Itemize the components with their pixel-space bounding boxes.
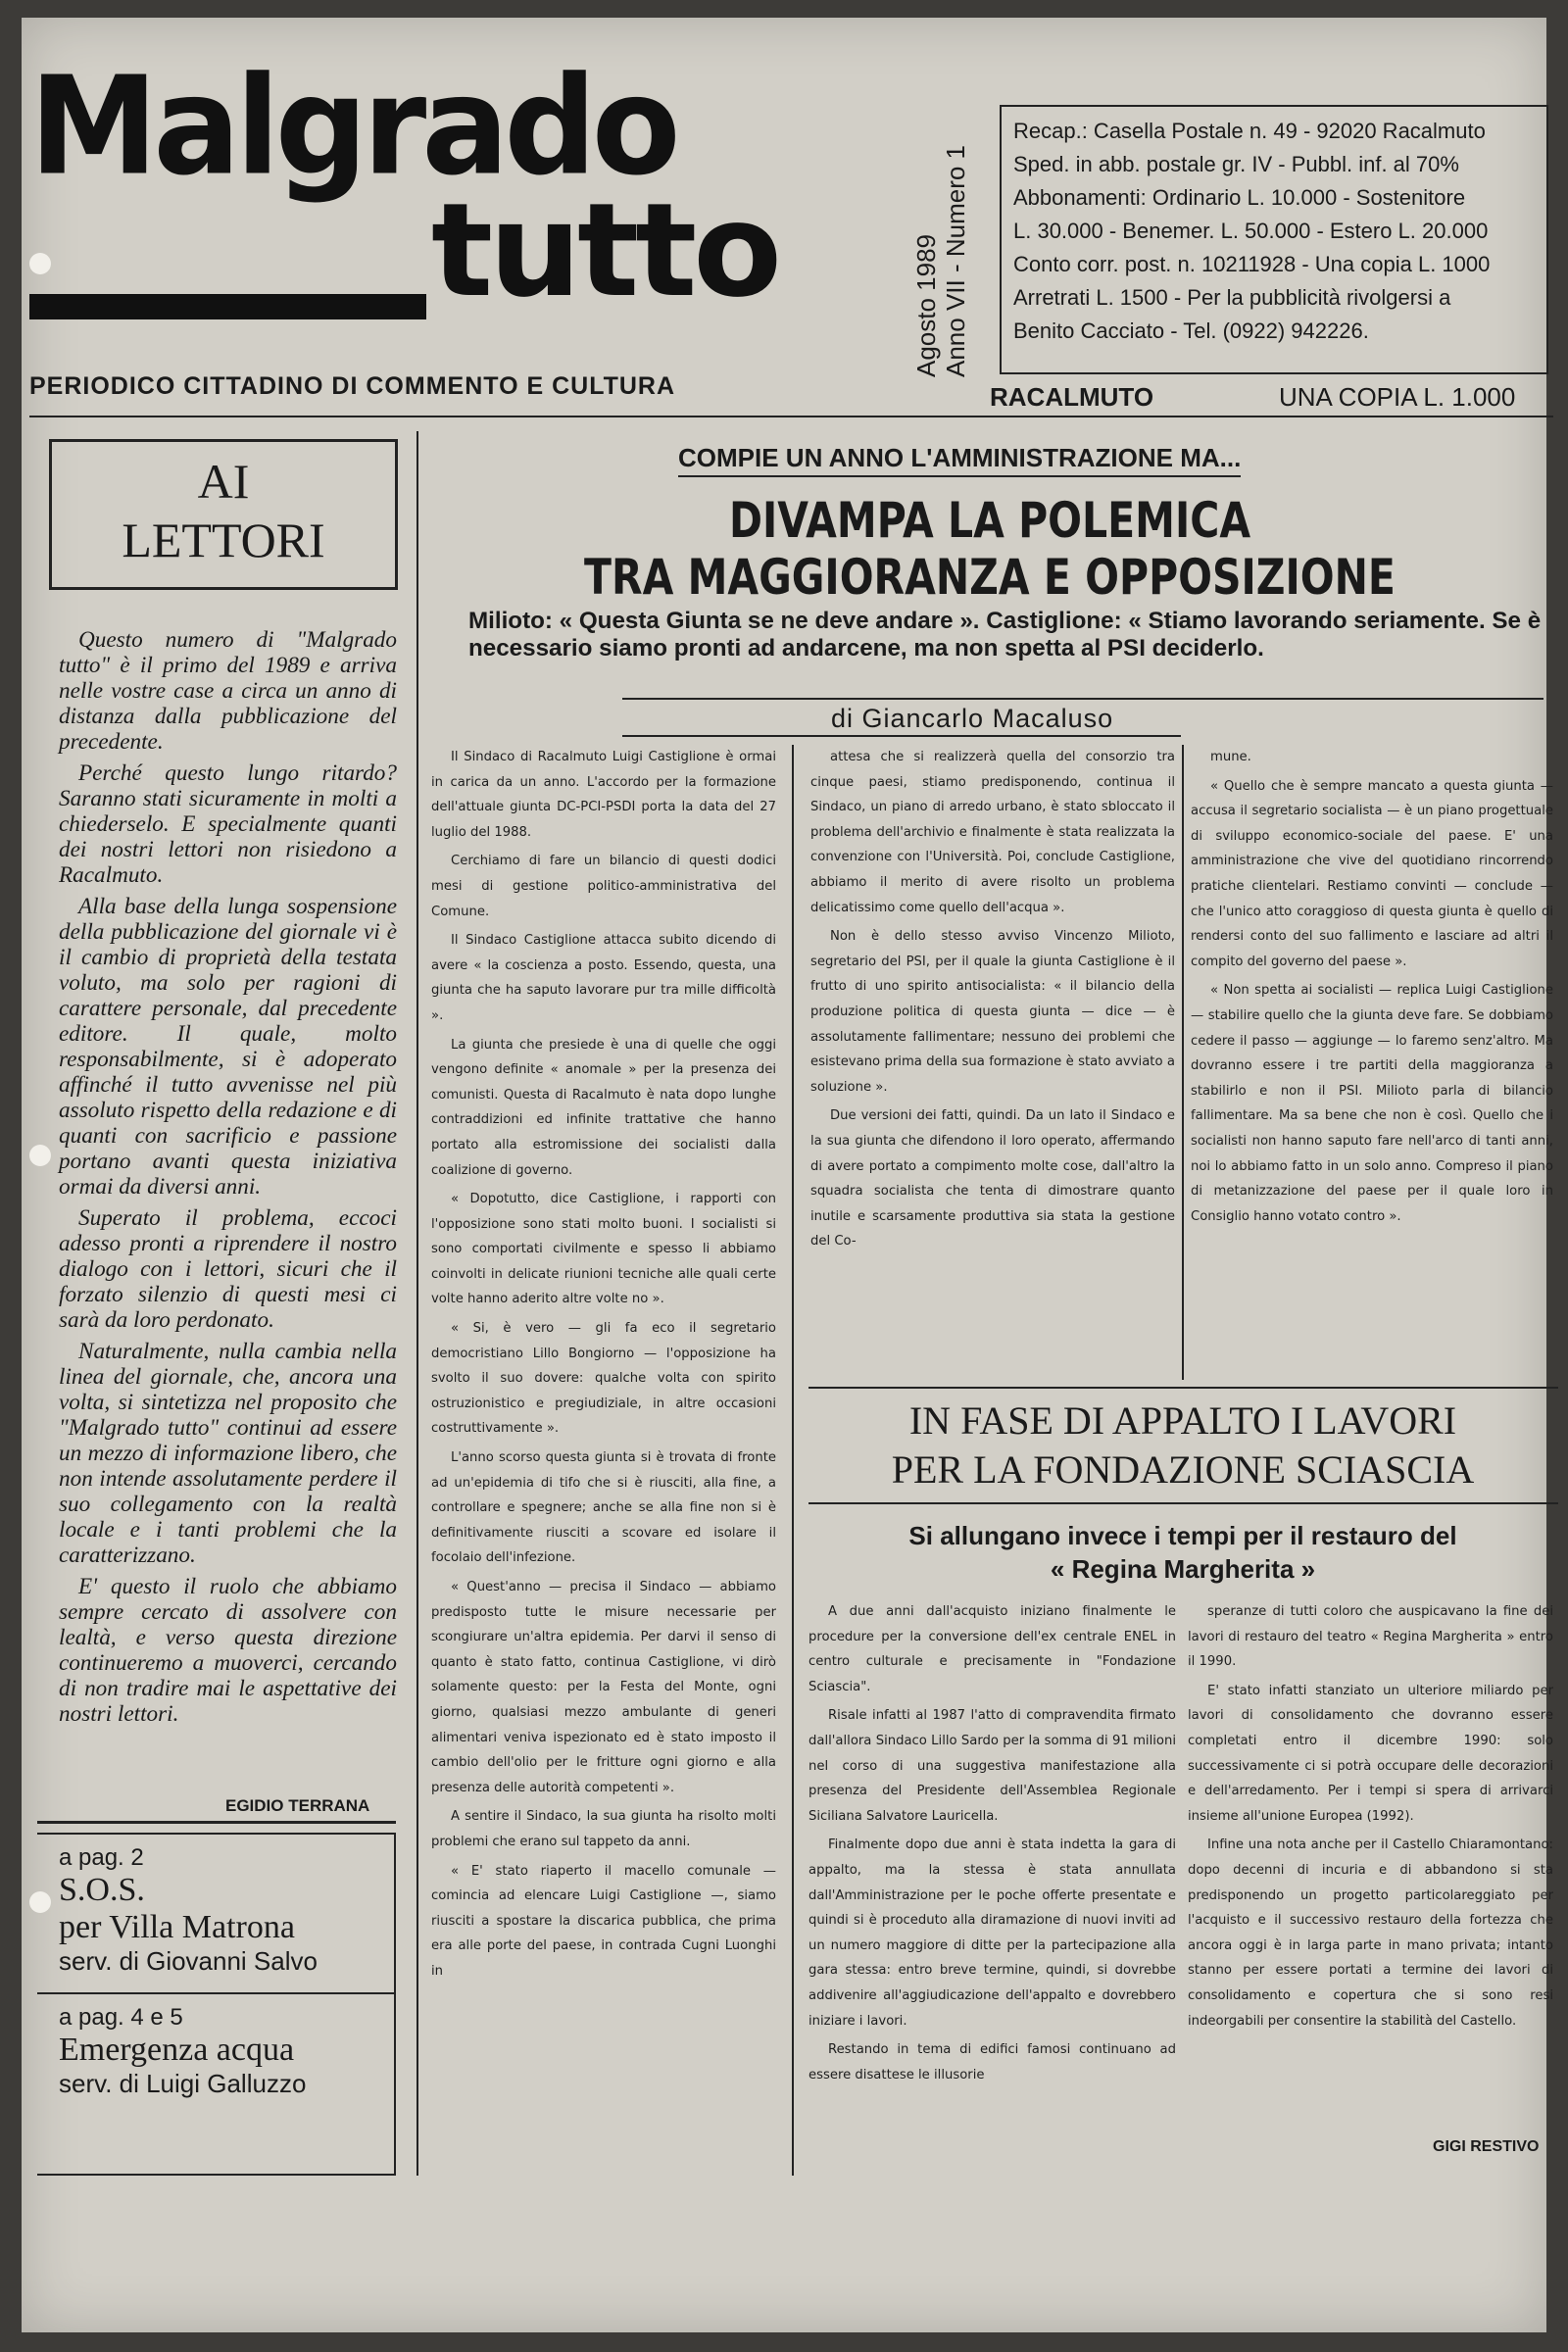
section-rule — [808, 1387, 1558, 1389]
inside-teasers-box — [37, 1833, 396, 2176]
issue-info — [911, 113, 990, 387]
main-headline-line1: DIVAMPA LA POLEMICA — [728, 492, 1251, 549]
teaser-page: a pag. 4 e 5 — [59, 2004, 183, 2031]
article-paragraph: Finalmente dopo due anni è stata indetta la gara di appalto, ma la stessa è stata annullata dall'Amministrazione per le poche offerte presentate e quindi si è proceduto alla diramazione di nuovi inviti ad un numero maggiore di ditte per la partecipazione alla gara stessa: entro breve termine, quindi, si dovrebbe addivenire all'aggiudicazione dell'appalto e dovrebbero iniziare i lavori. — [808, 1838, 1176, 2029]
punch-hole — [29, 253, 51, 274]
editorial-paragraph: Perché questo lungo ritardo? Saranno stati sicuramente in molti a chiederselo. E specialmente quanti dei nostri lettori non risiedono a Racalmuto. — [59, 760, 397, 888]
article-paragraph: A sentire il Sindaco, la sua giunta ha risolto molti problemi che erano sul tappeto da anni. — [431, 1809, 776, 1849]
teaser-credit: serv. di Giovanni Salvo — [59, 1946, 318, 1976]
editorial-paragraph: Questo numero di "Malgrado tutto" è il primo del 1989 e arriva nelle vostre case a circa un anno di distanza dalla pubblicazione del precedente. — [59, 627, 397, 755]
article-paragraph: Infine una nota anche per il Castello Chiaramontano: dopo decenni di incuria e di abbandono si sta predisponendo un progetto particolareggiato per l'acquisto e il successivo restauro della fortezza che ancora oggi è in larga parte in mano privata; intanto stanno per essere portati a termine dei lavori di consolidamento e copertura che si sono resi indeorgabili per consentire la stabilità del Castello. — [1188, 1838, 1553, 2029]
article-paragraph: Risale infatti al 1987 l'atto di compravendita firmato dall'allora Sindaco Lillo Sardo per la somma di 91 milioni nel corso di una suggestiva manifestazione alla presenza del Presidente dell'Assemblea Regionale Siciliana Salvatore Lauricella. — [808, 1708, 1176, 1824]
masthead-title-line1: Malgrado — [29, 47, 676, 207]
editorial-paragraph: Alla base della lunga sospensione della pubblicazione del giornale vi è il cambio di proprietà della testata voluto, ma solo per ragioni di carattere personale, dal precedente editore. Il quale, molto responsabilmente, si è adoperato affinché il tutto avvenisse nel più assoluto rispetto della redazione e di quanti con sacrificio e passione portano avanti questa iniziativa ormai da diversi anni. — [59, 894, 397, 1200]
article-paragraph: Il Sindaco di Racalmuto Luigi Castiglione è ormai in carica da un anno. L'accordo per la formazione dell'attuale giunta DC-PCI-PSDI porta la data del 27 luglio del 1988. — [431, 750, 776, 840]
second-headline-line2: PER LA FONDAZIONE SCIASCIA — [891, 1447, 1475, 1492]
editorial-paragraph: Naturalmente, nulla cambia nella linea del giornale, che, ancora una volta, si sintetizza nel proposito che "Malgrado tutto" continui ad essere un mezzo di informazione libero, che non intende assolutamente perdere il suo collegamento con la realtà locale e i tanti problemi che la caratterizzano. — [59, 1339, 397, 1568]
masthead-city: RACALMUTO — [990, 382, 1154, 412]
main-article-column — [810, 745, 1175, 1377]
subscription-line: Conto corr. post. n. 10211928 - Una copia L. 1000 — [1013, 252, 1491, 276]
subscription-line: Arretrati L. 1500 - Per la pubblicità rivolgersi a — [1013, 285, 1451, 310]
issue-date: Agosto 1989 — [911, 233, 941, 377]
editorial-body — [59, 627, 397, 1733]
article-paragraph: Cerchiamo di fare un bilancio di questi dodici mesi di gestione politico-amministrativa del Comune. — [431, 854, 776, 919]
article-paragraph: Restando in tema di edifici famosi continuano ad essere disattese le illusorie — [808, 2042, 1176, 2082]
editorial-signature: EGIDIO TERRANA — [225, 1796, 370, 1815]
article-paragraph: Non è dello stesso avviso Vincenzo Milioto, segretario del PSI, per il quale la giunta Castiglione è il frutto di uno spirito antisocialista: « il bilancio della produzione politica di questa giunta — dice — è assolutamente fallimentare; nessuno dei problemi che esistevano prima della sua formazione è stato avviato a soluzione ». — [810, 929, 1175, 1095]
column-rule — [1182, 745, 1184, 1380]
section-rule — [808, 1502, 1558, 1504]
second-headline-line1: IN FASE DI APPALTO I LAVORI — [908, 1398, 1457, 1443]
main-article-column — [431, 745, 776, 2156]
issue-info-text — [911, 145, 970, 377]
issue-number: Anno VII - Numero 1 — [941, 145, 970, 377]
main-headline — [532, 492, 1448, 606]
second-signature: GIGI RESTIVO — [1433, 2138, 1540, 2155]
main-deck: Milioto: « Questa Giunta se ne deve andare ». Castiglione: « Stiamo lavorando seriamente. Se è necessario siamo pronti ad andarcene, ma non spetta al PSI deciderlo. — [468, 608, 1542, 662]
column-rule — [416, 431, 418, 2176]
article-paragraph: Due versioni dei fatti, quindi. Da un lato il Sindaco e la sua giunta che difendono il loro operato, affermando di avere portato a compimento molte cose, dall'altro la squadra socialista che tenta di dimostrare quanto inutile e scarsamente produttiva sia stata la gestione del Co- — [810, 1108, 1175, 1250]
article-paragraph: mune. — [1210, 750, 1251, 764]
article-paragraph: « Dopotutto, dice Castiglione, i rapporti con l'opposizione sono stati molto buoni. I socialisti si sono comportati civilmente e spesso li abbiamo coinvolti in delicate riunioni tecniche alle quali certe volte hanno aderito altre volte no ». — [431, 1192, 776, 1307]
subscription-line: Benito Cacciato - Tel. (0922) 942226. — [1013, 318, 1369, 343]
article-paragraph: E' stato infatti stanziato un ulteriore miliardo per lavori di consolidamento che dovranno essere completati entro il dicembre 1990: solo successivamente ci si potrà occupare delle decorazioni e dell'arredamento. Per i tempi si spera di arrivarci insieme all'unione Europea (1992). — [1188, 1683, 1553, 1824]
second-subheadline — [815, 1519, 1550, 1586]
article-paragraph: La giunta che presiede è una di quelle che oggi vengono definite « anomale » per la presenza dei comunisti. Questa di Racalmuto è nata dopo lunghe contraddizioni ed infinite trattative che hanno portato alla estromissione dei socialisti dalla coalizione di governo. — [431, 1037, 776, 1178]
teaser-credit: serv. di Luigi Galluzzo — [59, 2069, 307, 2098]
article-paragraph: « Si, è vero — gli fa eco il segretario democristiano Lillo Bongiorno — l'opposizione ha svolto il suo dovere: qualche volta con spirito ostruzionistico e pregiudiziale, in altre occasioni costruttivamente ». — [431, 1321, 776, 1437]
teaser-divider — [37, 1992, 394, 1994]
article-paragraph: « E' stato riaperto il macello comunale — comincia ad elencare Luigi Castiglione —, siamo riusciti a spostare la discarica pubblica, che prima era alle porte del paese, in contrada Cugni Luonghi in — [431, 1863, 776, 1979]
teaser-title: per Villa Matrona — [59, 1909, 295, 1945]
article-paragraph: L'anno scorso questa giunta si è trovata di fronte ad un'epidemia di tifo che si è riusciti, alla fine, a controllare e spegnere; anche se alla fine non si è definitivamente riusciti a scovare ed isolare il focolaio dell'infezione. — [431, 1450, 776, 1566]
teaser-title: S.O.S. — [59, 1872, 145, 1908]
article-paragraph: Il Sindaco Castiglione attacca subito dicendo di avere « la coscienza a posto. Essendo, questa, una giunta che ha saputo lavorare pur tra mille difficoltà ». — [431, 933, 776, 1023]
article-paragraph: speranze di tutti coloro che auspicavano la fine dei lavori di restauro del teatro « Regina Margherita » entro il 1990. — [1188, 1604, 1553, 1670]
masthead-title-line2: tutto — [431, 175, 778, 326]
editorial-paragraph: Superato il problema, eccoci adesso pronti a riprendere il nostro dialogo con i lettori, sicuri che il forzato silenzio di questi mesi ci sarà da loro perdonato. — [59, 1205, 397, 1333]
byline-rule — [622, 698, 1544, 700]
left-column-rule — [37, 1821, 396, 1824]
subscription-line: Sped. in abb. postale gr. IV - Pubbl. inf. al 70% — [1013, 152, 1459, 176]
second-article-column — [808, 1599, 1176, 2168]
article-paragraph: « Non spetta ai socialisti — replica Luigi Castiglione — stabilire quello che la giunta deve fare. Se dobbiamo cedere il passo — aggiunge — lo faremo senz'altro. Ma dovranno essere i tre partiti della maggioranza a stabilirlo e non il PSI. Milioto parla di bilancio fallimentare. Ma sa bene che non è così. Quello che i socialisti non hanno saputo fare nell'arco di tanti anni, noi lo abbiamo fatto in un solo anno. Compreso il piano di metanizzazione del paese per il quale loro in Consiglio hanno votato contro ». — [1191, 983, 1553, 1224]
byline-rule — [622, 735, 1181, 737]
masthead-bar — [29, 294, 426, 319]
editorial-title-line2: LETTORI — [122, 513, 325, 567]
subscription-line: Recap.: Casella Postale n. 49 - 92020 Racalmuto — [1013, 119, 1486, 143]
subscription-line: Abbonamenti: Ordinario L. 10.000 - Sostenitore — [1013, 185, 1466, 210]
punch-hole — [29, 1145, 51, 1166]
main-headline-line2: TRA MAGGIORANZA E OPPOSIZIONE — [584, 549, 1396, 606]
article-paragraph: A due anni dall'acquisto iniziano finalmente le procedure per la conversione dell'ex centrale ENEL in centro culturale e precisamente in "Fondazione Sciascia". — [808, 1604, 1176, 1694]
teaser-page: a pag. 2 — [59, 1844, 144, 1871]
second-headline — [806, 1396, 1560, 1494]
teaser-title: Emergenza acqua — [59, 2032, 295, 2068]
column-rule — [792, 745, 794, 2176]
subscription-line: L. 30.000 - Benemer. L. 50.000 - Estero L. 20.000 — [1013, 219, 1489, 243]
editorial-title-line1: AI — [197, 454, 250, 509]
masthead-rule — [29, 416, 1553, 417]
second-subheadline-line2: « Regina Margherita » — [1050, 1554, 1316, 1584]
editorial-title-box — [49, 439, 398, 590]
main-byline: di Giancarlo Macaluso — [831, 704, 1114, 733]
main-kicker: COMPIE UN ANNO L'AMMINISTRAZIONE MA... — [678, 443, 1241, 477]
editorial-paragraph: E' questo il ruolo che abbiamo sempre cercato di assolvere con lealtà, e verso questa direzione continueremo a muoverci, cercando di non tradire mai le aspettative dei nostri lettori. — [59, 1574, 397, 1727]
masthead-price: UNA COPIA L. 1.000 — [1279, 382, 1516, 412]
second-article-column — [1188, 1599, 1553, 2148]
main-article-column — [1191, 745, 1553, 1377]
article-paragraph: attesa che si realizzerà quella del consorzio tra cinque paesi, stiamo predisponendo, continua il Sindaco, un piano di arredo urbano, è stato sbloccato il problema dell'archivio e finalmente è stata realizzata la convenzione con l'Università. Poi, conclude Castiglione, abbiamo il merito di avere risolto un problema delicatissimo come quello dell'acqua ». — [810, 750, 1175, 915]
article-paragraph: « Quest'anno — precisa il Sindaco — abbiamo predisposto tutte le misure necessarie per scongiurare un'altra epidemia. Per darvi il senso di quanto è stato fatto, continua Castiglione, vi dirò solamente questo: per la Festa del Monte, ogni giorno, qualsiasi mezzo ambulante di generi alimentari veniva ispezionato ed è stato imposto il cambio dell'olio per le fritture ogni giorno e alla presenza delle autorità competenti ». — [431, 1580, 776, 1795]
second-subheadline-line1: Si allungano invece i tempi per il restauro del — [908, 1521, 1457, 1550]
subscription-box — [1000, 105, 1548, 374]
masthead-tagline: PERIODICO CITTADINO DI COMMENTO E CULTURA — [29, 372, 676, 400]
article-paragraph: « Quello che è sempre mancato a questa giunta — accusa il segretario socialista — è un piano progettuale di sviluppo economico-sociale del paese. E' una amministrazione che vive del quotidiano rincorrendo pratiche clientelari. Restiamo convinti — conclude — che l'unico atto coraggioso di questa giunta è quello di rendersi conto del suo fallimento e lasciare ad altri il compito del governo del paese ». — [1191, 778, 1553, 969]
